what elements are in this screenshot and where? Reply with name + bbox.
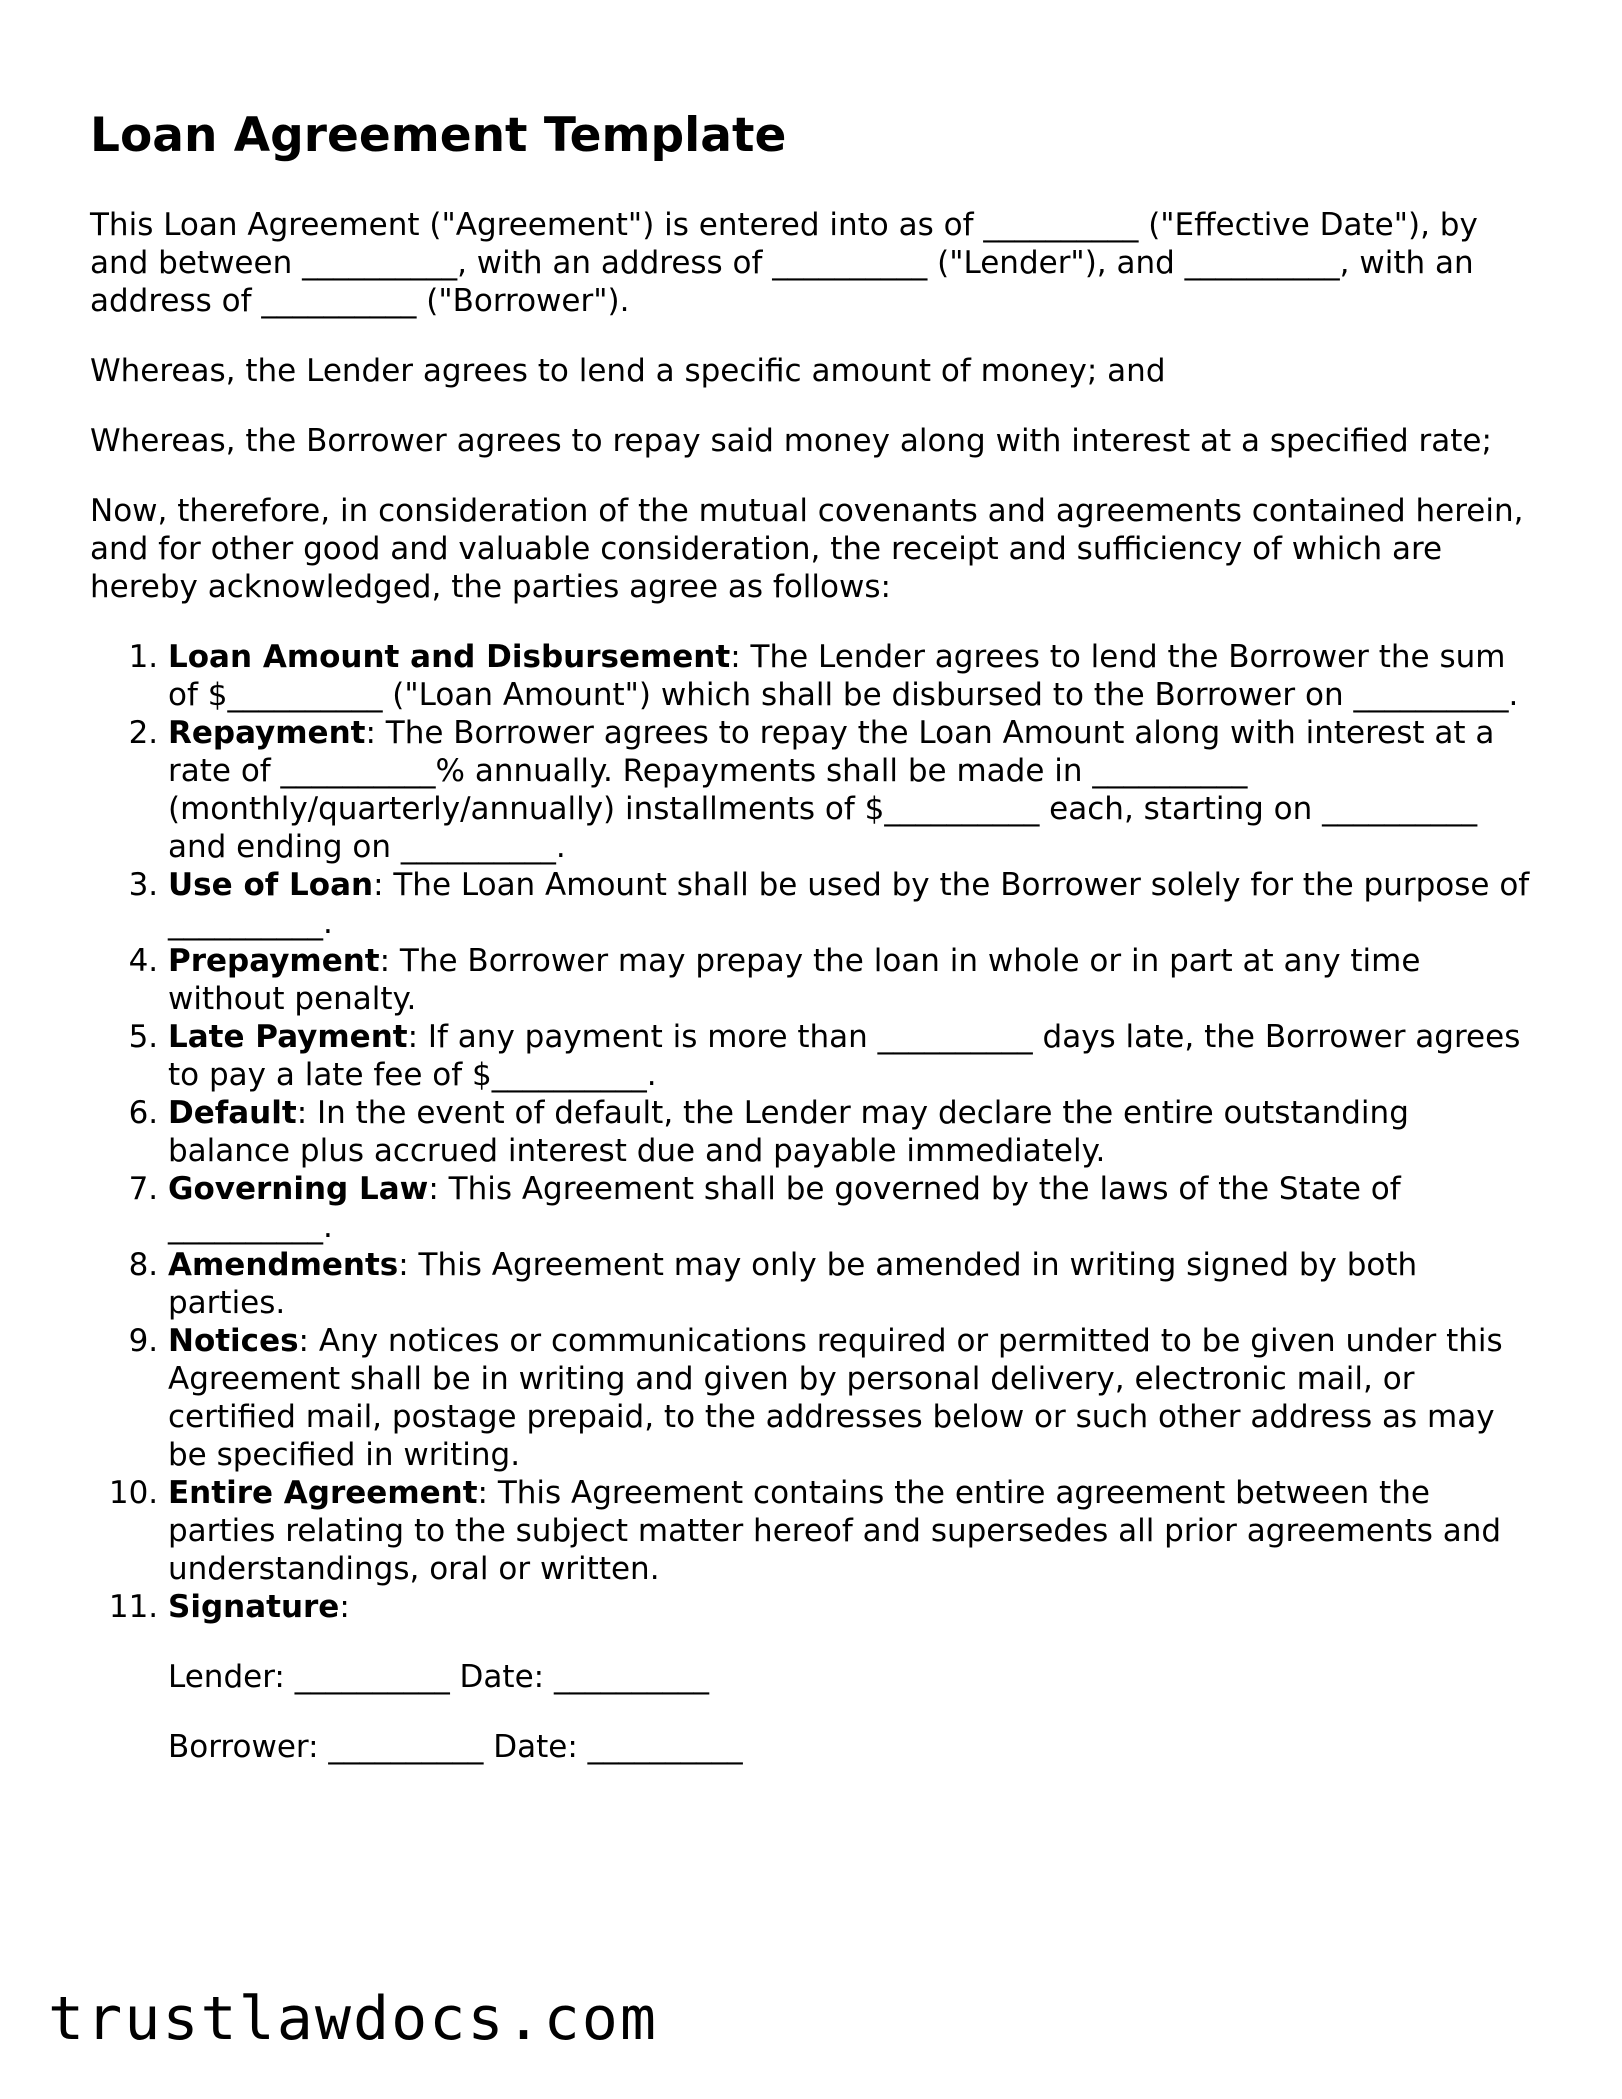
term-repayment	[168, 714, 1540, 866]
terms-list	[90, 638, 1540, 1766]
term-text: : The Borrower may prepay the loan in whole or in part at any time without penalty.	[168, 943, 1421, 1018]
document-title: Loan Agreement Template	[90, 108, 787, 163]
term-text: : This Agreement contains the entire agreement between the parties relating to the subject matter hereof and supersedes all prior agreements and understandings, oral or written.	[168, 1475, 1502, 1588]
intro-paragraph: This Loan Agreement ("Agreement") is entered into as of __________ ("Effective Date"), by and between __________, with an address of __________ ("Lender"), and __________, with an address of __________ ("Borrower").	[90, 207, 1478, 320]
term-text: : If any payment is more than __________ days late, the Borrower agrees to pay a late fee of $__________.	[168, 1019, 1521, 1094]
term-heading: Repayment	[168, 715, 366, 752]
term-prepayment	[168, 942, 1540, 1018]
whereas-lender-paragraph: Whereas, the Lender agrees to lend a specific amount of money; and	[90, 353, 1166, 390]
term-amendments	[168, 1246, 1540, 1322]
watermark-logo: trustlawdocs.com	[48, 1984, 658, 2054]
term-signature	[168, 1588, 1540, 1766]
whereas-borrower-paragraph: Whereas, the Borrower agrees to repay said money along with interest at a specified rate;	[90, 423, 1492, 460]
term-text: : The Lender agrees to lend the Borrower the sum of $__________ ("Loan Amount") which shall be disbursed to the Borrower on __________.	[168, 639, 1519, 714]
term-heading: Late Payment	[168, 1019, 408, 1056]
term-heading: Use of Loan	[168, 867, 374, 904]
term-loan-amount	[168, 638, 1540, 714]
borrower-signature-line: Borrower: __________ Date: __________	[168, 1729, 743, 1766]
term-text: : This Agreement may only be amended in writing signed by both parties.	[168, 1247, 1418, 1322]
term-default	[168, 1094, 1540, 1170]
term-governing-law	[168, 1170, 1540, 1246]
now-therefore-paragraph: Now, therefore, in consideration of the mutual covenants and agreements contained herein, and for other good and valuable consideration, the receipt and sufficiency of which are hereby acknowledged, the parties agree as follows:	[90, 493, 1524, 606]
term-heading: Default	[168, 1095, 297, 1132]
term-heading: Prepayment	[168, 943, 380, 980]
term-text: :	[339, 1589, 350, 1626]
term-entire-agreement	[168, 1474, 1540, 1588]
lender-signature-line: Lender: __________ Date: __________	[168, 1659, 709, 1696]
term-text: : In the event of default, the Lender may declare the entire outstanding balance plus accrued interest due and payable immediately.	[168, 1095, 1409, 1170]
term-late-payment	[168, 1018, 1540, 1094]
term-use-of-loan	[168, 866, 1540, 942]
term-text: : The Borrower agrees to repay the Loan Amount along with interest at a rate of __________% annually. Repayments shall be made in __________ (monthly/quarterly/annually) installments of $__________ each, starting on __________ and ending on __________.	[168, 715, 1495, 866]
term-heading: Loan Amount and Disbursement	[168, 639, 731, 676]
term-heading: Governing Law	[168, 1171, 429, 1208]
term-heading: Entire Agreement	[168, 1475, 478, 1512]
term-text: : Any notices or communications required or permitted to be given under this Agreement shall be in writing and given by personal delivery, electronic mail, or certified mail, postage prepaid, to the addresses below or such other address as may be specified in writing.	[168, 1323, 1503, 1474]
term-notices	[168, 1322, 1540, 1474]
document-page	[90, 108, 1540, 1766]
term-heading: Notices	[168, 1323, 299, 1360]
term-text: : The Loan Amount shall be used by the Borrower solely for the purpose of __________.	[168, 867, 1530, 942]
term-heading: Signature	[168, 1589, 340, 1626]
term-text: : This Agreement shall be governed by the laws of the State of __________.	[168, 1171, 1401, 1246]
term-heading: Amendments	[168, 1247, 399, 1284]
